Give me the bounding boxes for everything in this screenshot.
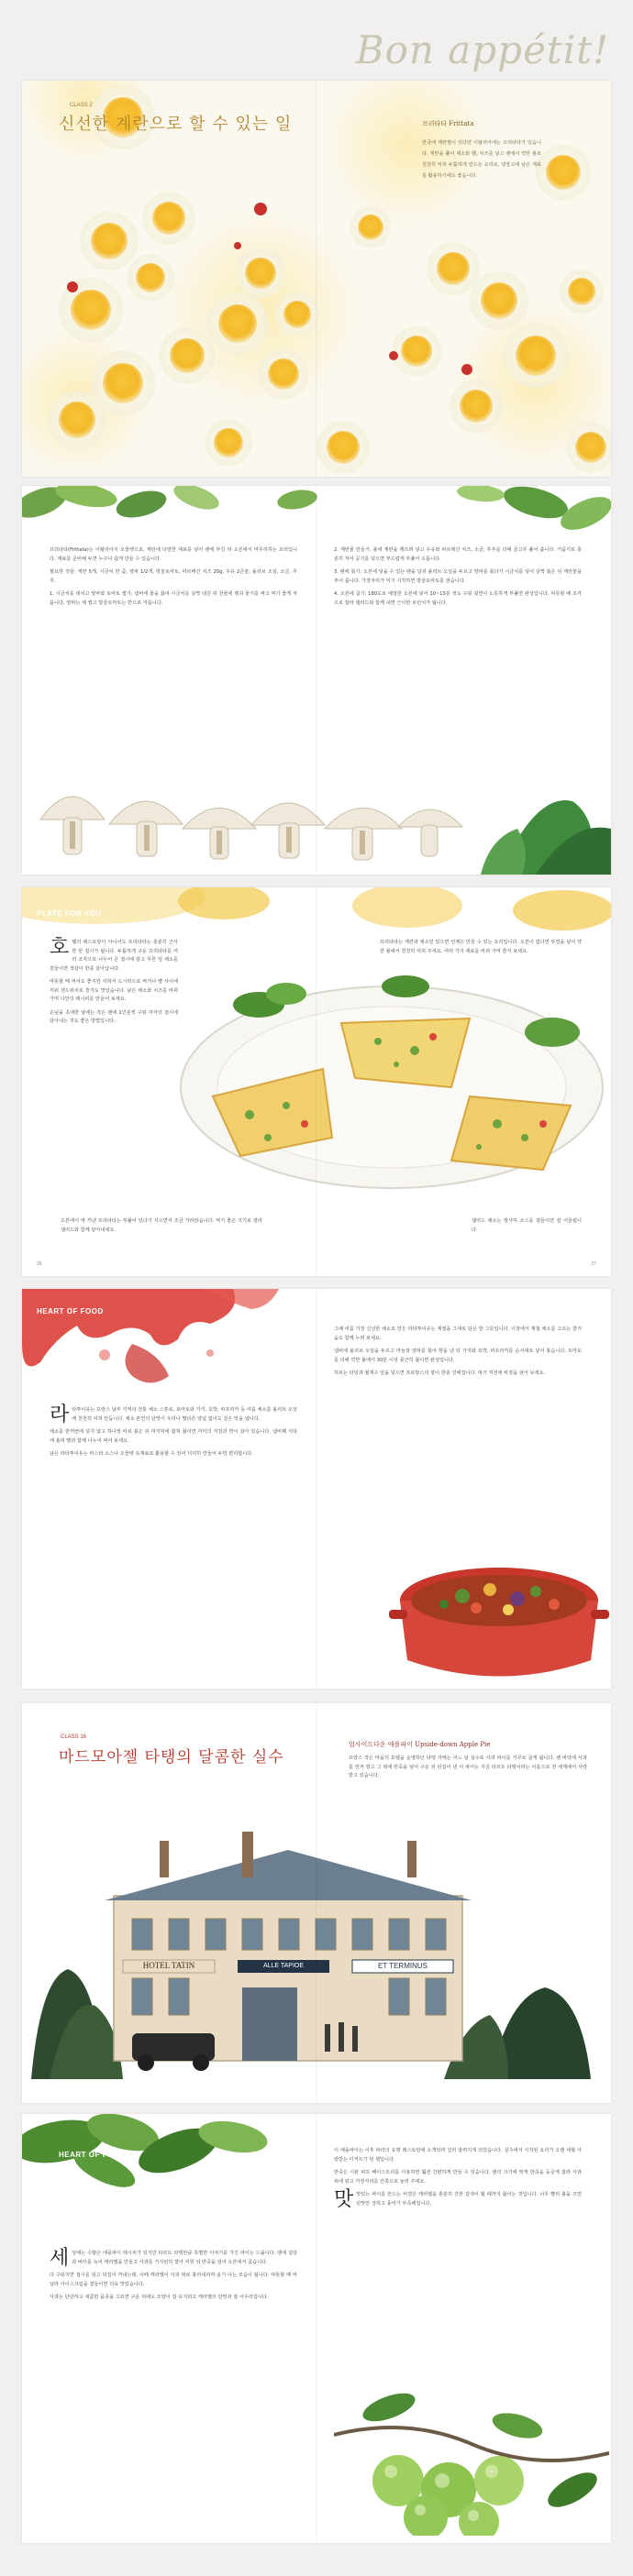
- egg-yolk-shape: [358, 215, 383, 240]
- paragraph: 4. 오븐에 굽기: 180도로 예열한 오븐에 넣어 10~15분 정도 구워 윗면이 노릇하게 부풀면 완성입니다. 따뜻할 때 조각으로 잘라 샐러드와 함께 내면 근사한 브런치가 됩니다.: [334, 591, 582, 606]
- column-right: [334, 546, 582, 612]
- caption-bottom-left: 오븐에서 막 꺼낸 프리타타는 부풀어 있다가 식으면서 조금 가라앉습니다. 먹기 좋은 크기로 잘라 샐러드와 함께 담아내세요.: [61, 1218, 262, 1233]
- egg-yolk-shape: [136, 263, 165, 292]
- section-tag: HEART OF FOOD: [59, 2151, 126, 2159]
- paragraph: 필요한 것들: 계란 5개, 시금치 한 줌, 양파 1/2개, 방울토마토, 파르메산 치즈 20g, 우유 2큰술, 올리브 오일, 소금, 후추.: [50, 569, 297, 584]
- paragraph: [334, 2188, 582, 2211]
- egg-yolk-shape: [268, 358, 299, 390]
- egg-yolk-shape: [437, 252, 470, 285]
- spread-plate-for-you: [22, 887, 611, 1276]
- tomato-dot-shape: [389, 351, 398, 360]
- column-left: [50, 2247, 297, 2307]
- column-right: [334, 2147, 582, 2213]
- recipe-title: 업사이드다운 애플파이 Upside-down Apple Pie: [349, 1741, 491, 1748]
- column-left: [50, 546, 297, 612]
- egg-yolk-shape: [59, 402, 95, 438]
- page-header: [0, 0, 633, 81]
- class-title: 신선한 계란으로 할 수 있는 일: [59, 115, 293, 134]
- spine: [316, 81, 317, 477]
- paragraph-text: 맛있는 파이를 만드는 비결은 캐러멜을 충분히 진한 갈색이 될 때까지 끓이는 것입니다. 너무 빨리 불을 끄면 단맛만 강하고 풍미가 부족해집니다.: [356, 2192, 582, 2207]
- tomato-dot-shape: [67, 281, 78, 292]
- page-number: 27: [591, 1261, 596, 1267]
- paragraph: 반죽은 시판 퍼프 페이스트리를 사용하면 훨씬 간편하게 만들 수 있습니다. 팬의 크기에 맞게 반죽을 둥글게 잘라 사과 위에 덮고 가장자리를 안쪽으로 눌러 주세요.: [334, 2170, 582, 2185]
- egg-yolk-shape: [218, 304, 257, 343]
- column-right: [334, 1326, 582, 1383]
- spread-heart-of-food-ratatouille: [22, 1289, 611, 1689]
- drop-cap: 세: [50, 2247, 70, 2270]
- egg-yolk-shape: [245, 258, 276, 289]
- hotel-sign-center: ALLE TAPIOE: [262, 1963, 305, 1969]
- spread-hotel-tatin: [22, 1703, 611, 2103]
- section-tag: HEART OF FOOD: [37, 1307, 104, 1316]
- class-label: CLASS 16: [61, 1734, 87, 1740]
- spread-egg-class: [22, 81, 611, 477]
- paragraph-text: 상에는 수많은 애플파이 레시피가 있지만 타르트 타탱만큼 특별한 이야기를 가진 파이는 드뭅니다. 팬에 설탕과 버터를 녹여 캐러멜을 만들고 사과를 가지런히 깔아 익힌 뒤 반죽을 덮어 오븐에서 굽습니다.: [72, 2251, 297, 2265]
- paragraph: 이 애플파이는 이후 파리의 유명 레스토랑에 소개되며 널리 알려지게 되었습니다. 실수에서 시작된 요리가 오랜 세월 사랑받는 디저트가 된 셈입니다.: [334, 2148, 582, 2163]
- recipe-title: 프리타타 Frittata: [422, 120, 474, 127]
- egg-yolk-shape: [481, 282, 517, 319]
- paragraph: 2. 계란물 만들기: 볼에 계란을 깨뜨려 넣고 우유와 파르메산 치즈, 소금, 후추를 더해 골고루 풀어 줍니다. 거품기로 충분히 저어 공기를 넣으면 부드럽게 부풀어 오릅니다.: [334, 547, 582, 562]
- spread-in-the-kitchen: [22, 486, 611, 875]
- paragraph: 채소를 한꺼번에 넣지 않고 하나씩 따로 볶은 뒤 마지막에 합쳐 끓이면 각각의 식감과 맛이 살아 있습니다. 냄비째 식탁에 올려 빵과 함께 나누어 먹어 보세요.: [50, 1429, 297, 1444]
- drop-cap: 맛: [334, 2188, 354, 2211]
- paragraph: 따뜻할 때 먹어도 좋지만 식혀서 도시락으로 싸거나 빵 사이에 끼워 샌드위치로 즐겨도 맛있습니다. 남은 채소와 치즈를 바꿔 가며 나만의 레시피를 만들어 보세요.: [50, 979, 178, 1002]
- paragraph: 남은 라타투이유는 파스타 소스나 오믈렛 속재료로 활용할 수 있어 넉넉히 만들어 두면 편리합니다.: [50, 1451, 253, 1457]
- ratatouille-pot-illustration: [389, 1546, 609, 1683]
- drop-cap: 호: [50, 936, 70, 959]
- hotel-sign-right: ET TERMINUS: [378, 1962, 428, 1970]
- paragraph-text: 타투이유는 프랑스 남부 지역의 전통 채소 스튜로, 토마토와 가지, 호박, 파프리카 등 여름 채소를 올리브 오일에 천천히 익혀 만듭니다. 채소 본연의 단맛이 우러나 별다른 양념 없이도 깊은 맛을 냅니다.: [72, 1407, 297, 1422]
- paragraph: 그해 여름 가장 신선한 채소로 만든 라타투이유는 계절을 그대로 담은 한 그릇입니다. 시장에서 제철 채소를 고르는 즐거움도 함께 누려 보세요.: [334, 1327, 582, 1341]
- egg-yolk-shape: [170, 338, 205, 373]
- egg-yolk-shape: [575, 432, 606, 463]
- hotel-sign-left: HOTEL TATIN: [142, 1961, 195, 1970]
- egg-yolk-shape: [516, 336, 556, 376]
- column-left: [50, 1406, 297, 1464]
- spine: [316, 486, 317, 875]
- green-apples-illustration: [334, 2380, 609, 2536]
- paragraph: 프리타타(Frittata)는 이탈리아식 오믈렛으로, 계란에 다양한 재료를 넣어 팬에 부친 뒤 오븐에서 마무리하는 요리입니다. 재료를 준비해 두면 누구나 쉽게 만들 수 있습니다.: [50, 547, 297, 562]
- section-tag: PLATE FOR YOU: [37, 909, 102, 918]
- egg-yolk-shape: [460, 390, 493, 423]
- egg-yolk-shape: [214, 428, 243, 457]
- recipe-text: 프랑스 작은 마을의 호텔을 운영하던 타탱 자매는 어느 날 실수로 사과 파이를 거꾸로 굽게 됩니다. 팬 바닥에 사과를 먼저 깔고 그 위에 반죽을 덮어 구운 뒤 뒤집어 낸 이 파이는 지금 타르트 타탱이라는 이름으로 전 세계에서 사랑받고 있습니다.: [349, 1756, 587, 1778]
- caption-top: 프리타타는 계란과 채소만 있으면 언제든 만들 수 있는 요리입니다. 오븐이 없다면 뚜껑을 덮어 약한 불에서 천천히 익혀 주세요. 여러 가지 재료를 바꿔 가며 즐겨 보세요.: [380, 940, 582, 954]
- paragraph: 허브는 타임과 월계수 잎을 넣으면 프로방스의 향이 한층 진해집니다. 먹기 직전에 바질을 얹어 보세요.: [334, 1371, 546, 1376]
- apple-leaves-illustration: [22, 2114, 316, 2215]
- paragraph: 3. 팬에 볶기: 오븐에 넣을 수 있는 팬을 달궈 올리브 오일을 두르고 양파를 볶다가 시금치를 넣어 살짝 볶은 뒤 계란물을 부어 줍니다. 가장자리가 익기 시작하면 방울토마토를 얹습니다.: [334, 569, 582, 584]
- column-left: [50, 936, 178, 1031]
- paragraph-text: 텔의 레스토랑이 아니어도 프리타타는 충분히 근사한 한 접시가 됩니다. 두툼하게 구운 프리타타를 여러 조각으로 나누어 큰 접시에 담고 푸른 잎 채소를 곁들이면 색감이 한층 살아납니다.: [50, 940, 178, 972]
- egg-yolk-shape: [103, 363, 143, 403]
- header-title: Bon appétit!: [355, 28, 609, 72]
- class-title: 마드모아젤 타탱의 달콤한 실수: [59, 1748, 284, 1767]
- tomato-dot-shape: [234, 242, 241, 249]
- egg-yolk-shape: [568, 278, 595, 305]
- spread-heart-of-food-apple: [22, 2114, 611, 2543]
- paragraph: 사과는 단단하고 새콤한 품종을 고르면 구운 뒤에도 모양이 잘 유지되고 캐러멜의 단맛과 잘 어우러집니다.: [50, 2295, 269, 2300]
- egg-yolk-shape: [91, 223, 128, 259]
- recipe-box: [422, 119, 541, 186]
- egg-yolk-shape: [327, 431, 360, 464]
- recipe-box: [349, 1740, 587, 1786]
- paragraph: [50, 936, 178, 974]
- tomato-dot-shape: [461, 364, 472, 375]
- paragraph: 1. 시금치를 데치고 양파와 토마토 썰기: 냄비에 물을 끓여 시금치를 살짝 데친 뒤 찬물에 헹궈 물기를 짜고 먹기 좋게 자릅니다. 양파는 채 썰고 방울토마토는 반으로 자릅니다.: [50, 591, 297, 606]
- paragraph: [50, 1406, 297, 1424]
- spine: [316, 1703, 317, 2103]
- frittata-plate-illustration: [176, 968, 607, 1197]
- paragraph: 다 구워지면 접시를 덮고 뒤집어 꺼내는데, 이때 캐러멜이 사과 위로 흘러내리며 윤기 나는 모습이 됩니다. 따뜻할 때 바닐라 아이스크림을 곁들이면 더욱 맛있습니다.: [50, 2273, 297, 2287]
- egg-yolk-shape: [71, 290, 111, 330]
- spine: [316, 2114, 317, 2543]
- spine: [316, 1289, 317, 1689]
- recipe-text: 한국에 계란찜이 있다면 이탈리아에는 프리타타가 있습니다. 계란을 풀어 채소와 햵, 치즈를 넣고 팬에서 약한 불로 천천히 익혀 두툼하게 만드는 요리로, 냉장고에 남은 재료를 활용하기에도 좋습니다.: [422, 140, 541, 179]
- class-label: CLASS 2: [70, 103, 93, 108]
- caption-bottom-right: 샐러드 채소는 발사믹 소스를 곁들이면 잘 어울립니다.: [472, 1218, 582, 1233]
- paragraph: 냄비에 올리브 오일을 두르고 마늘과 양파를 볶아 향을 낸 뒤 가지와 호박, 파프리카를 순서대로 넣어 볶습니다. 토마토를 더해 약한 불에서 30분 이상 뭉근히 끓이면 완성입니다.: [334, 1349, 582, 1363]
- paragraph: [50, 2247, 297, 2270]
- drop-cap: 라: [50, 1404, 70, 1426]
- spine: [316, 887, 317, 1276]
- section-tag: IN THE KITCHEN: [37, 521, 102, 529]
- egg-yolk-shape: [283, 301, 311, 328]
- red-splash-illustration: [22, 1289, 316, 1399]
- egg-yolk-shape: [546, 155, 581, 190]
- page-number: 26: [37, 1261, 42, 1267]
- tomato-dot-shape: [254, 203, 267, 215]
- egg-yolk-shape: [401, 336, 432, 367]
- paragraph: 손님을 초대한 날에는 작은 팬에 1인분씩 구워 각자의 접시에 담아내는 것도 좋은 방법입니다.: [50, 1009, 178, 1024]
- egg-yolk-shape: [152, 202, 185, 235]
